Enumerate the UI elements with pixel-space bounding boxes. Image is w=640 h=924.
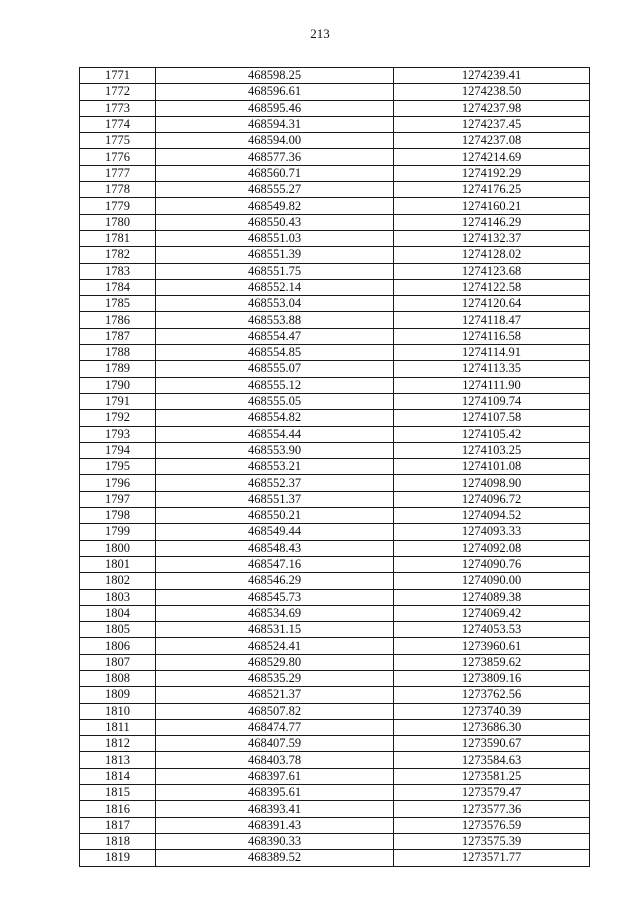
y-coordinate-cell: 1274239.41 xyxy=(394,68,590,84)
y-coordinate-cell: 1273809.16 xyxy=(394,670,590,686)
table-row xyxy=(80,801,590,817)
y-coordinate-cell: 1273686.30 xyxy=(394,719,590,735)
x-coordinate-cell: 468555.05 xyxy=(156,393,394,409)
table-row xyxy=(80,785,590,801)
table-row xyxy=(80,361,590,377)
y-coordinate-cell: 1274103.25 xyxy=(394,442,590,458)
y-coordinate-cell: 1274093.33 xyxy=(394,524,590,540)
table-row xyxy=(80,459,590,475)
point-number-cell: 1789 xyxy=(80,361,156,377)
y-coordinate-cell: 1274113.35 xyxy=(394,361,590,377)
y-coordinate-cell: 1274098.90 xyxy=(394,475,590,491)
table-row xyxy=(80,442,590,458)
x-coordinate-cell: 468554.85 xyxy=(156,345,394,361)
table-row xyxy=(80,508,590,524)
x-coordinate-cell: 468547.16 xyxy=(156,556,394,572)
x-coordinate-cell: 468596.61 xyxy=(156,84,394,100)
table-row xyxy=(80,345,590,361)
table-row xyxy=(80,84,590,100)
point-number-cell: 1783 xyxy=(80,263,156,279)
x-coordinate-cell: 468550.43 xyxy=(156,214,394,230)
x-coordinate-cell: 468393.41 xyxy=(156,801,394,817)
x-coordinate-cell: 468524.41 xyxy=(156,638,394,654)
table-row xyxy=(80,214,590,230)
y-coordinate-cell: 1274128.02 xyxy=(394,247,590,263)
y-coordinate-cell: 1274237.45 xyxy=(394,116,590,132)
x-coordinate-cell: 468549.82 xyxy=(156,198,394,214)
y-coordinate-cell: 1273762.56 xyxy=(394,687,590,703)
point-number-cell: 1816 xyxy=(80,801,156,817)
table-row xyxy=(80,279,590,295)
point-number-cell: 1794 xyxy=(80,442,156,458)
y-coordinate-cell: 1274105.42 xyxy=(394,426,590,442)
y-coordinate-cell: 1273571.77 xyxy=(394,850,590,866)
y-coordinate-cell: 1274160.21 xyxy=(394,198,590,214)
y-coordinate-cell: 1273740.39 xyxy=(394,703,590,719)
table-row xyxy=(80,100,590,116)
table-row xyxy=(80,312,590,328)
point-number-cell: 1795 xyxy=(80,459,156,475)
y-coordinate-cell: 1274092.08 xyxy=(394,540,590,556)
x-coordinate-cell: 468545.73 xyxy=(156,589,394,605)
y-coordinate-cell: 1273590.67 xyxy=(394,736,590,752)
point-number-cell: 1771 xyxy=(80,68,156,84)
table-row xyxy=(80,491,590,507)
x-coordinate-cell: 468594.00 xyxy=(156,133,394,149)
x-coordinate-cell: 468554.44 xyxy=(156,426,394,442)
table-body xyxy=(80,68,590,867)
y-coordinate-cell: 1273575.39 xyxy=(394,833,590,849)
x-coordinate-cell: 468553.04 xyxy=(156,296,394,312)
x-coordinate-cell: 468549.44 xyxy=(156,524,394,540)
y-coordinate-cell: 1274111.90 xyxy=(394,377,590,393)
point-number-cell: 1811 xyxy=(80,719,156,735)
table-row xyxy=(80,149,590,165)
coordinates-table xyxy=(79,67,590,867)
y-coordinate-cell: 1274176.25 xyxy=(394,182,590,198)
point-number-cell: 1812 xyxy=(80,736,156,752)
x-coordinate-cell: 468403.78 xyxy=(156,752,394,768)
x-coordinate-cell: 468535.29 xyxy=(156,670,394,686)
x-coordinate-cell: 468389.52 xyxy=(156,850,394,866)
point-number-cell: 1782 xyxy=(80,247,156,263)
x-coordinate-cell: 468551.39 xyxy=(156,247,394,263)
table-row xyxy=(80,654,590,670)
x-coordinate-cell: 468474.77 xyxy=(156,719,394,735)
x-coordinate-cell: 468407.59 xyxy=(156,736,394,752)
y-coordinate-cell: 1274146.29 xyxy=(394,214,590,230)
table-row xyxy=(80,377,590,393)
x-coordinate-cell: 468551.03 xyxy=(156,230,394,246)
point-number-cell: 1778 xyxy=(80,182,156,198)
point-number-cell: 1814 xyxy=(80,768,156,784)
point-number-cell: 1788 xyxy=(80,345,156,361)
y-coordinate-cell: 1274238.50 xyxy=(394,84,590,100)
y-coordinate-cell: 1274096.72 xyxy=(394,491,590,507)
table-row xyxy=(80,296,590,312)
x-coordinate-cell: 468531.15 xyxy=(156,622,394,638)
point-number-cell: 1796 xyxy=(80,475,156,491)
x-coordinate-cell: 468554.47 xyxy=(156,328,394,344)
x-coordinate-cell: 468594.31 xyxy=(156,116,394,132)
table-row xyxy=(80,768,590,784)
y-coordinate-cell: 1274090.00 xyxy=(394,573,590,589)
point-number-cell: 1797 xyxy=(80,491,156,507)
y-coordinate-cell: 1274118.47 xyxy=(394,312,590,328)
y-coordinate-cell: 1274114.91 xyxy=(394,345,590,361)
y-coordinate-cell: 1273859.62 xyxy=(394,654,590,670)
table-row xyxy=(80,736,590,752)
x-coordinate-cell: 468550.21 xyxy=(156,508,394,524)
point-number-cell: 1776 xyxy=(80,149,156,165)
table-row xyxy=(80,556,590,572)
y-coordinate-cell: 1273576.59 xyxy=(394,817,590,833)
table-row xyxy=(80,622,590,638)
table-row xyxy=(80,687,590,703)
point-number-cell: 1799 xyxy=(80,524,156,540)
table-row xyxy=(80,638,590,654)
point-number-cell: 1791 xyxy=(80,393,156,409)
x-coordinate-cell: 468507.82 xyxy=(156,703,394,719)
y-coordinate-cell: 1273584.63 xyxy=(394,752,590,768)
y-coordinate-cell: 1274109.74 xyxy=(394,393,590,409)
y-coordinate-cell: 1274237.98 xyxy=(394,100,590,116)
table-row xyxy=(80,410,590,426)
table-row xyxy=(80,133,590,149)
table-row xyxy=(80,182,590,198)
x-coordinate-cell: 468395.61 xyxy=(156,785,394,801)
point-number-cell: 1781 xyxy=(80,230,156,246)
x-coordinate-cell: 468553.21 xyxy=(156,459,394,475)
y-coordinate-cell: 1273581.25 xyxy=(394,768,590,784)
point-number-cell: 1813 xyxy=(80,752,156,768)
x-coordinate-cell: 468555.12 xyxy=(156,377,394,393)
point-number-cell: 1819 xyxy=(80,850,156,866)
y-coordinate-cell: 1274123.68 xyxy=(394,263,590,279)
point-number-cell: 1793 xyxy=(80,426,156,442)
y-coordinate-cell: 1274107.58 xyxy=(394,410,590,426)
y-coordinate-cell: 1273577.36 xyxy=(394,801,590,817)
table-row xyxy=(80,263,590,279)
table-row xyxy=(80,573,590,589)
x-coordinate-cell: 468551.37 xyxy=(156,491,394,507)
point-number-cell: 1807 xyxy=(80,654,156,670)
point-number-cell: 1774 xyxy=(80,116,156,132)
point-number-cell: 1784 xyxy=(80,279,156,295)
point-number-cell: 1804 xyxy=(80,605,156,621)
table-row xyxy=(80,393,590,409)
y-coordinate-cell: 1273960.61 xyxy=(394,638,590,654)
table-row xyxy=(80,68,590,84)
point-number-cell: 1779 xyxy=(80,198,156,214)
table-row xyxy=(80,719,590,735)
x-coordinate-cell: 468552.37 xyxy=(156,475,394,491)
y-coordinate-cell: 1274214.69 xyxy=(394,149,590,165)
table-row xyxy=(80,833,590,849)
x-coordinate-cell: 468555.27 xyxy=(156,182,394,198)
table-row xyxy=(80,817,590,833)
point-number-cell: 1802 xyxy=(80,573,156,589)
table-row xyxy=(80,116,590,132)
point-number-cell: 1786 xyxy=(80,312,156,328)
y-coordinate-cell: 1274053.53 xyxy=(394,622,590,638)
x-coordinate-cell: 468521.37 xyxy=(156,687,394,703)
table-row xyxy=(80,850,590,866)
x-coordinate-cell: 468553.90 xyxy=(156,442,394,458)
point-number-cell: 1809 xyxy=(80,687,156,703)
table-row xyxy=(80,165,590,181)
table-row xyxy=(80,247,590,263)
point-number-cell: 1777 xyxy=(80,165,156,181)
point-number-cell: 1798 xyxy=(80,508,156,524)
x-coordinate-cell: 468529.80 xyxy=(156,654,394,670)
point-number-cell: 1818 xyxy=(80,833,156,849)
table-row xyxy=(80,524,590,540)
table-row xyxy=(80,703,590,719)
x-coordinate-cell: 468555.07 xyxy=(156,361,394,377)
point-number-cell: 1805 xyxy=(80,622,156,638)
point-number-cell: 1792 xyxy=(80,410,156,426)
x-coordinate-cell: 468577.36 xyxy=(156,149,394,165)
x-coordinate-cell: 468397.61 xyxy=(156,768,394,784)
point-number-cell: 1806 xyxy=(80,638,156,654)
x-coordinate-cell: 468391.43 xyxy=(156,817,394,833)
point-number-cell: 1803 xyxy=(80,589,156,605)
y-coordinate-cell: 1273579.47 xyxy=(394,785,590,801)
y-coordinate-cell: 1274122.58 xyxy=(394,279,590,295)
y-coordinate-cell: 1274116.58 xyxy=(394,328,590,344)
x-coordinate-cell: 468551.75 xyxy=(156,263,394,279)
table-row xyxy=(80,540,590,556)
y-coordinate-cell: 1274192.29 xyxy=(394,165,590,181)
table-row xyxy=(80,475,590,491)
x-coordinate-cell: 468548.43 xyxy=(156,540,394,556)
y-coordinate-cell: 1274094.52 xyxy=(394,508,590,524)
point-number-cell: 1772 xyxy=(80,84,156,100)
point-number-cell: 1775 xyxy=(80,133,156,149)
x-coordinate-cell: 468560.71 xyxy=(156,165,394,181)
table-row xyxy=(80,230,590,246)
table-row xyxy=(80,670,590,686)
x-coordinate-cell: 468546.29 xyxy=(156,573,394,589)
table-row xyxy=(80,328,590,344)
table-row xyxy=(80,426,590,442)
x-coordinate-cell: 468534.69 xyxy=(156,605,394,621)
point-number-cell: 1800 xyxy=(80,540,156,556)
x-coordinate-cell: 468598.25 xyxy=(156,68,394,84)
x-coordinate-cell: 468552.14 xyxy=(156,279,394,295)
x-coordinate-cell: 468553.88 xyxy=(156,312,394,328)
table-row xyxy=(80,589,590,605)
table-row xyxy=(80,198,590,214)
x-coordinate-cell: 468390.33 xyxy=(156,833,394,849)
point-number-cell: 1808 xyxy=(80,670,156,686)
point-number-cell: 1773 xyxy=(80,100,156,116)
point-number-cell: 1787 xyxy=(80,328,156,344)
point-number-cell: 1815 xyxy=(80,785,156,801)
table-row xyxy=(80,605,590,621)
x-coordinate-cell: 468554.82 xyxy=(156,410,394,426)
point-number-cell: 1780 xyxy=(80,214,156,230)
y-coordinate-cell: 1274089.38 xyxy=(394,589,590,605)
x-coordinate-cell: 468595.46 xyxy=(156,100,394,116)
table-row xyxy=(80,752,590,768)
y-coordinate-cell: 1274237.08 xyxy=(394,133,590,149)
point-number-cell: 1810 xyxy=(80,703,156,719)
point-number-cell: 1801 xyxy=(80,556,156,572)
y-coordinate-cell: 1274132.37 xyxy=(394,230,590,246)
y-coordinate-cell: 1274069.42 xyxy=(394,605,590,621)
point-number-cell: 1790 xyxy=(80,377,156,393)
y-coordinate-cell: 1274101.08 xyxy=(394,459,590,475)
point-number-cell: 1785 xyxy=(80,296,156,312)
y-coordinate-cell: 1274120.64 xyxy=(394,296,590,312)
y-coordinate-cell: 1274090.76 xyxy=(394,556,590,572)
page-number: 213 xyxy=(310,26,330,41)
point-number-cell: 1817 xyxy=(80,817,156,833)
